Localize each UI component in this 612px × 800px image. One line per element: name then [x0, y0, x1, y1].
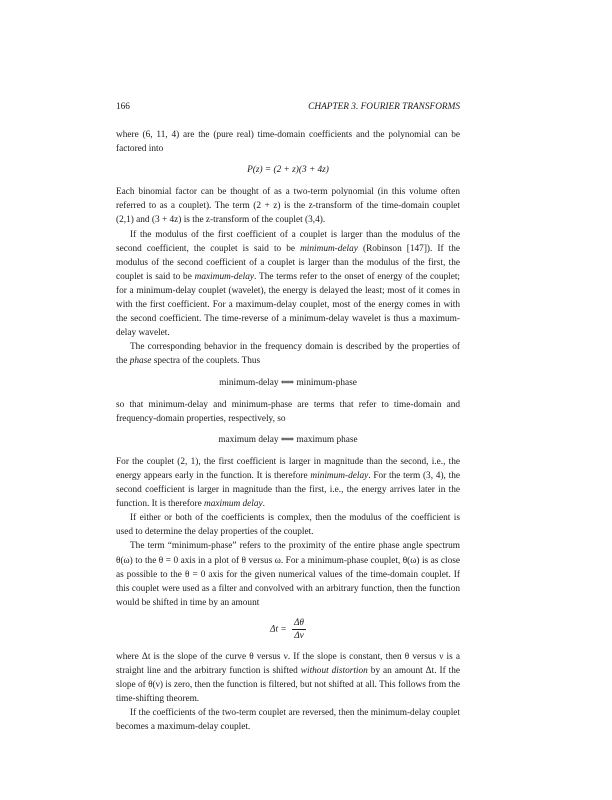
equation-lhs: Δt = — [270, 624, 287, 635]
text-run: If the modulus of the first coefficient of a couplet is larger than the modulus of the second coefficient, the couplet is said to be — [116, 229, 460, 254]
paragraph-frequency-domain — [116, 340, 460, 368]
chapter-title: CHAPTER 3. FOURIER TRANSFORMS — [308, 102, 460, 112]
equation-time-shift — [116, 617, 460, 642]
term-minimum-delay: minimum-delay — [310, 470, 369, 481]
fraction-numerator: Δθ — [293, 617, 304, 628]
book-page — [116, 100, 460, 734]
paragraph-intro: where (6, 11, 4) are the (pure real) time-domain coefficients and the polynomial can be factored into — [116, 130, 460, 155]
paragraph-terms: so that minimum-delay and minimum-phase are terms that refer to time-domain and frequency-domain properties, respectively, so — [116, 399, 460, 424]
equation-maximum-equivalence: maximum delay ⟺ maximum phase — [218, 434, 358, 445]
paragraph-couplet-examples — [116, 455, 460, 511]
term-minimum-delay: minimum-delay — [300, 243, 358, 254]
running-header — [116, 100, 460, 114]
page-number: 166 — [116, 102, 130, 112]
fraction-denominator: Δν — [294, 630, 304, 641]
term-maximum-delay: maximum-delay — [194, 271, 255, 282]
term-maximum-delay: maximum delay — [204, 499, 263, 510]
paragraph-reversal: If the coefficients of the two-term couplet are reversed, then the minimum-delay couplet becomes a maximum-delay couplet. — [116, 708, 460, 733]
paragraph-delay-definitions — [116, 228, 460, 341]
term-without-distortion: without distortion — [300, 666, 368, 676]
equation-minimum-equivalence: minimum-delay ⟺ minimum-phase — [219, 377, 357, 388]
text-run: . For the term (3, 4), the second coefficient is larger in magnitude than the first, i.e., the energy arrives later in the function. It is therefore — [116, 470, 461, 510]
term-phase: phase — [129, 356, 152, 367]
equation-factorization: P(z) = (2 + z)(3 + 4z) — [247, 165, 329, 176]
paragraph-couplet-definition: Each binomial factor can be thought of as a two-term polynomial (in this volume often referred to as a couplet). The term (2 + z) is the z-transform of the time-domain couplet (2,1) and (3 + 4z) is the z-transform of the couplet (3,4). — [116, 187, 460, 226]
fraction — [292, 617, 306, 642]
text-run: For the couplet (2, 1), the first coefficient is larger in magnitude than the second, i.e., the energy appears early in the function. It is therefore — [116, 456, 460, 481]
text-run: spectra of the couplets. Thus — [151, 356, 261, 367]
text-run: . The terms refer to the onset of energy of the couplet; for a minimum-delay couplet (wavelet), the energy is delayed the least; most of it comes in with the first coefficient. For a maximum-delay couplet, most of the energy comes in with the second coefficient. The time-reverse of a minimum-delay wavelet is thus a maximum-delay wavelet. — [116, 271, 460, 339]
text-run: . — [262, 499, 265, 510]
text-run: where Δt is the slope of the curve θ versus ν. If the slope is constant, then θ versus ν is a straight line and the arbitrary function is shifted — [116, 651, 460, 676]
text-run: by an amount Δt. If the slope of θ(ν) is zero, then the function is filtered, but not shifted at all. This follows from the time-shifting theorem. — [116, 666, 460, 705]
paragraph-complex-coefficients: If either or both of the coefficients is complex, then the modulus of the coefficient is used to determine the delay properties of the couplet. — [116, 513, 460, 538]
paragraph-slope — [116, 650, 460, 706]
text-run: (Robinson [147]). If the modulus of the second coefficient of a couplet is larger than the modulus of the first, the couplet is said to be — [116, 243, 460, 282]
text-run: The corresponding behavior in the frequency domain is described by the properties of the — [116, 342, 460, 367]
paragraph-minimum-phase: The term “minimum-phase” refers to the proximity of the entire phase angle spectrum θ(ω) to the θ = 0 axis in a plot of θ versus ω. For a minimum-phase couplet, θ(ω) is as close as possible to the θ = 0 axis for the given numerical values of the time-domain couplet. If this couplet were used as a filter and convolved with an arbitrary function, then the function would be shifted in time by an amount — [116, 541, 460, 608]
